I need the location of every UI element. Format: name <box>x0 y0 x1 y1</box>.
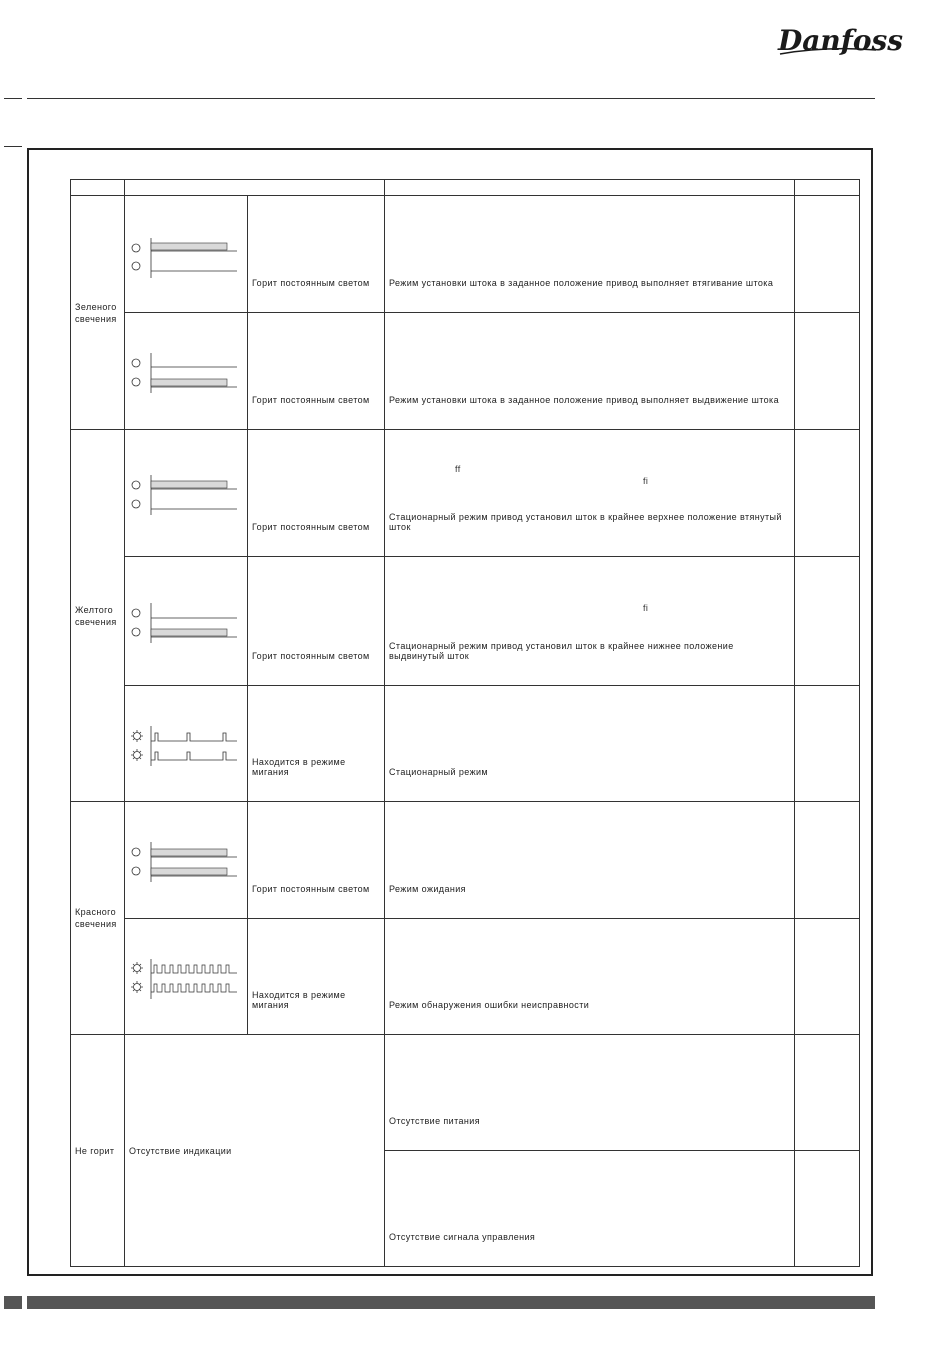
danfoss-logo <box>776 20 904 60</box>
svg-text:Danfoss: Danfoss <box>778 24 904 57</box>
footer-square <box>4 1296 22 1309</box>
ligature-mark: ff <box>455 464 461 474</box>
sun-icon <box>131 730 143 742</box>
state-text: Горит постоянным светом <box>248 802 385 919</box>
note-cell <box>795 557 860 686</box>
table-row <box>71 1035 860 1151</box>
off-state-text: Отсутствие индикации <box>125 1035 385 1267</box>
note-cell <box>795 1151 860 1267</box>
note-cell <box>795 802 860 919</box>
second-rule-short <box>4 146 22 147</box>
top-rule <box>27 98 875 99</box>
mode-text: Стационарный режим привод установил шток в крайнее нижнее положение выдвинутый шток <box>389 641 734 661</box>
led-diagram <box>125 919 248 1035</box>
indicator-solid-bottom <box>125 557 248 686</box>
note-cell <box>795 919 860 1035</box>
table-row <box>71 557 860 686</box>
table-row <box>71 686 860 802</box>
top-rule-short <box>4 98 22 99</box>
mode-text: Стационарный режим <box>385 686 795 802</box>
state-text: Находится в режиме мигания <box>248 686 385 802</box>
indicator-solid-top <box>125 196 248 313</box>
mode-text: Отсутствие питания <box>385 1035 795 1151</box>
ligature-mark: fi <box>643 603 649 613</box>
header-cell <box>795 180 860 196</box>
header-cell <box>385 180 795 196</box>
led-diagram <box>125 313 248 430</box>
header-cell <box>125 180 385 196</box>
led-diagram <box>125 430 248 557</box>
category-yellow: Желтого свечения <box>71 430 125 802</box>
sun-icon <box>131 962 143 974</box>
table-row <box>71 313 860 430</box>
led-diagram <box>125 686 248 802</box>
mode-text: Стационарный режим привод установил шток в крайнее верхнее положение втянутый шток <box>389 512 782 532</box>
mode-text: Режим установки штока в заданное положение привод выполняет выдвижение штока <box>385 313 795 430</box>
note-cell <box>795 430 860 557</box>
mode-text: Режим обнаружения ошибки неисправности <box>385 919 795 1035</box>
state-text: Находится в режиме мигания <box>248 919 385 1035</box>
table-row <box>71 919 860 1035</box>
table-row <box>71 802 860 919</box>
led-diagram <box>125 557 248 686</box>
indicator-blink-slow <box>125 686 248 802</box>
sun-icon <box>131 981 143 993</box>
table-row <box>71 430 860 557</box>
state-text: Горит постоянным светом <box>248 557 385 686</box>
sun-icon <box>131 749 143 761</box>
led-status-table <box>70 179 860 1267</box>
note-cell <box>795 1035 860 1151</box>
table-row <box>71 196 860 313</box>
indicator-solid-bottom <box>125 313 248 430</box>
mode-cell <box>385 557 795 686</box>
note-cell <box>795 196 860 313</box>
state-text: Горит постоянным светом <box>248 430 385 557</box>
table-header-row <box>71 180 860 196</box>
mode-text: Режим ожидания <box>385 802 795 919</box>
indicator-blink-fast <box>125 919 248 1035</box>
mode-cell <box>385 430 795 557</box>
indicator-solid-top <box>125 430 248 557</box>
header-cell <box>71 180 125 196</box>
led-diagram <box>125 196 248 313</box>
state-text: Горит постоянным светом <box>248 313 385 430</box>
indicator-solid-both <box>125 802 248 919</box>
mode-text: Режим установки штока в заданное положение привод выполняет втягивание штока <box>385 196 795 313</box>
note-cell <box>795 313 860 430</box>
category-off: Не горит <box>71 1035 125 1267</box>
ligature-mark: fi <box>643 476 649 486</box>
mode-text: Отсутствие сигнала управления <box>385 1151 795 1267</box>
led-diagram <box>125 802 248 919</box>
footer-bar <box>27 1296 875 1309</box>
category-red: Красного свечения <box>71 802 125 1035</box>
note-cell <box>795 686 860 802</box>
category-green: Зеленого свечения <box>71 196 125 430</box>
state-text: Горит постоянным светом <box>248 196 385 313</box>
